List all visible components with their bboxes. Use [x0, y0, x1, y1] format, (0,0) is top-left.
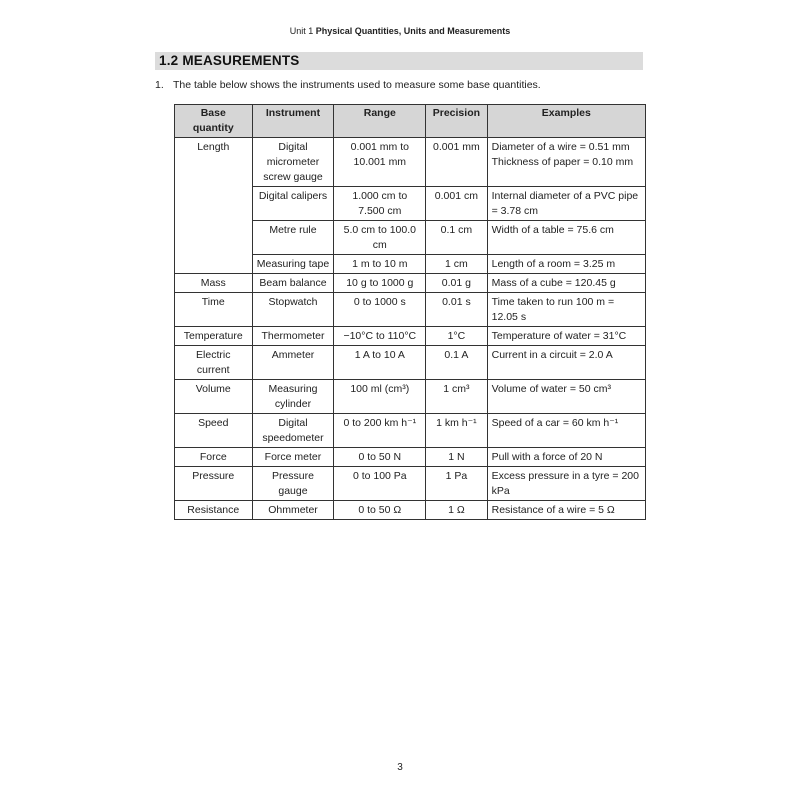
example-line: Internal diameter of a PVC pipe = 3.78 cm	[491, 190, 639, 217]
cell-instrument: Digital micrometer screw gauge	[252, 138, 334, 187]
cell-quantity: Volume	[175, 380, 253, 414]
cell-instrument: Pressure gauge	[252, 467, 334, 501]
cell-range: 0 to 200 km h⁻¹	[334, 414, 426, 448]
cell-examples: Speed of a car = 60 km h⁻¹	[487, 414, 645, 448]
cell-range: 10 g to 1000 g	[334, 274, 426, 293]
cell-instrument: Measuring cylinder	[252, 380, 334, 414]
cell-quantity: Temperature	[175, 327, 253, 346]
cell-precision: 0.1 A	[426, 346, 487, 380]
cell-quantity: Electric current	[175, 346, 253, 380]
cell-examples: Resistance of a wire = 5 Ω	[487, 501, 645, 520]
cell-instrument: Digital calipers	[252, 187, 334, 221]
table-row	[175, 467, 646, 501]
cell-examples	[487, 138, 645, 187]
table-header-row	[175, 105, 646, 138]
cell-quantity: Force	[175, 448, 253, 467]
cell-range: 0 to 50 N	[334, 448, 426, 467]
cell-range: 1 m to 10 m	[334, 255, 426, 274]
table-row	[175, 380, 646, 414]
cell-range: 1.000 cm to 7.500 cm	[334, 187, 426, 221]
unit-title: Physical Quantities, Units and Measurements	[315, 26, 511, 36]
cell-precision: 1 cm	[426, 255, 487, 274]
cell-range: 0 to 100 Pa	[334, 467, 426, 501]
list-item-text: The table below shows the instruments used to measure some base quantities.	[173, 79, 541, 91]
instruments-table	[174, 104, 646, 520]
list-item-1	[155, 79, 541, 91]
table-row	[175, 274, 646, 293]
table-row	[175, 414, 646, 448]
cell-examples: Excess pressure in a tyre = 200 kPa	[487, 467, 645, 501]
example-line: Length of a room = 3.25 m	[491, 258, 616, 270]
header-precision: Precision	[426, 105, 487, 138]
table-row	[175, 327, 646, 346]
cell-instrument: Measuring tape	[252, 255, 334, 274]
cell-precision: 0.01 g	[426, 274, 487, 293]
unit-label: Unit 1	[289, 26, 314, 36]
cell-examples: Pull with a force of 20 N	[487, 448, 645, 467]
cell-examples	[487, 221, 645, 255]
cell-precision: 0.1 cm	[426, 221, 487, 255]
cell-instrument: Thermometer	[252, 327, 334, 346]
cell-range: 0 to 50 Ω	[334, 501, 426, 520]
cell-examples	[487, 255, 645, 274]
table-row	[175, 138, 646, 187]
example-line: Thickness of paper = 0.10 mm	[491, 156, 634, 168]
cell-instrument: Digital speedometer	[252, 414, 334, 448]
example-line: Width of a table = 75.6 cm	[491, 224, 614, 236]
cell-precision: 1 Ω	[426, 501, 487, 520]
cell-precision: 1 km h⁻¹	[426, 414, 487, 448]
section-heading-bar	[155, 52, 643, 70]
cell-quantity: Length	[175, 138, 253, 274]
page-number: 3	[397, 762, 403, 773]
header-range: Range	[334, 105, 426, 138]
cell-range: 5.0 cm to 100.0 cm	[334, 221, 426, 255]
cell-range: 0.001 mm to 10.001 mm	[334, 138, 426, 187]
cell-precision: 1°C	[426, 327, 487, 346]
cell-instrument: Stopwatch	[252, 293, 334, 327]
table-row	[175, 501, 646, 520]
cell-precision: 1 N	[426, 448, 487, 467]
cell-examples: Time taken to run 100 m = 12.05 s	[487, 293, 645, 327]
cell-examples: Current in a circuit = 2.0 A	[487, 346, 645, 380]
cell-precision: 0.001 mm	[426, 138, 487, 187]
cell-precision: 0.01 s	[426, 293, 487, 327]
cell-precision: 1 Pa	[426, 467, 487, 501]
cell-examples: Temperature of water = 31°C	[487, 327, 645, 346]
cell-precision: 1 cm³	[426, 380, 487, 414]
cell-instrument: Beam balance	[252, 274, 334, 293]
cell-examples: Mass of a cube = 120.45 g	[487, 274, 645, 293]
cell-range: −10°C to 110°C	[334, 327, 426, 346]
example-line: Diameter of a wire = 0.51 mm	[491, 141, 630, 153]
cell-instrument: Ammeter	[252, 346, 334, 380]
cell-instrument: Force meter	[252, 448, 334, 467]
table-row	[175, 346, 646, 380]
header-instrument: Instrument	[252, 105, 334, 138]
header-examples: Examples	[487, 105, 645, 138]
cell-instrument: Metre rule	[252, 221, 334, 255]
cell-examples: Volume of water = 50 cm³	[487, 380, 645, 414]
cell-quantity: Pressure	[175, 467, 253, 501]
cell-quantity: Resistance	[175, 501, 253, 520]
cell-range: 0 to 1000 s	[334, 293, 426, 327]
table-row	[175, 448, 646, 467]
cell-examples	[487, 187, 645, 221]
cell-precision: 0.001 cm	[426, 187, 487, 221]
table-row	[175, 293, 646, 327]
cell-quantity: Speed	[175, 414, 253, 448]
cell-range: 1 A to 10 A	[334, 346, 426, 380]
header-base-quantity: Base quantity	[175, 105, 253, 138]
cell-quantity: Time	[175, 293, 253, 327]
cell-range: 100 ml (cm³)	[334, 380, 426, 414]
cell-quantity: Mass	[175, 274, 253, 293]
list-item-number: 1.	[155, 79, 164, 91]
section-title: 1.2 MEASUREMENTS	[159, 53, 300, 68]
running-header	[0, 26, 800, 36]
cell-instrument: Ohmmeter	[252, 501, 334, 520]
